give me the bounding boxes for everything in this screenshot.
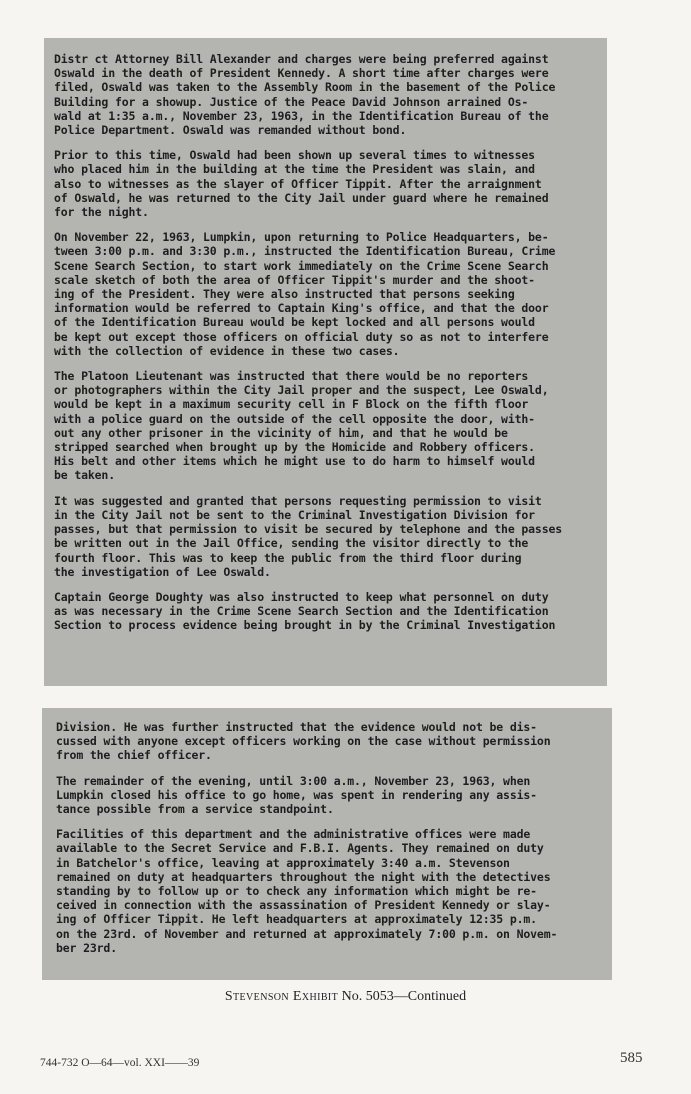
exhibit-suffix: —Continued <box>393 989 467 1004</box>
paragraph-visit-permission: It was suggested and granted that persons requesting permission to visit in the City Jail not be sent to the Criminal Investigation Division for passes, but that permission to visit be secured by telephone and the passes be written out in the Jail Office, sending the visitor directly to the fourth floor. This was to keep the public from the third floor during the investigation of Lee Oswald. <box>54 493 563 579</box>
paragraph-remainder-evening: The remainder of the evening, until 3:00 a.m., November 23, 1963, when Lumpkin closed his office to go home, was spent in rendering any assis- tance possible from a service standpoint. <box>56 773 537 817</box>
exhibit-number: No. 5053 <box>341 989 394 1004</box>
document-panel-top <box>44 38 607 686</box>
paragraph-identification-bureau: On November 22, 1963, Lumpkin, upon returning to Police Headquarters, be- tween 3:00 p.m. and 3:30 p.m., instructed the Identification Bureau, Crime Scene Search Section, to start work immediately on the Crime Scene Search scale sketch of both the area of Officer Tippit's murder and the shoot- ing of the President. They were also instructed that persons seeking information would be referred to Captain King's office, and that the door of the Identification Bureau would be kept locked and all persons would be kept out except those officers on official duty so as not to interfere with the collection of evidence in these two cases. <box>54 230 556 358</box>
paragraph-witnesses: Prior to this time, Oswald had been shown up several times to witnesses who placed him in the building at the time the President was slain, and also to witnesses as the slayer of Officer Tippit. After the arraignment of Oswald, he was returned to the City Jail under guard where he remained for the night. <box>54 148 549 220</box>
document-panel-bottom <box>42 708 612 980</box>
print-code: 744-732 O—64—vol. XXI——39 <box>40 1057 200 1069</box>
paragraph-arraignment: Distr ct Attorney Bill Alexander and charges were being preferred against Oswald in the death of President Kennedy. A short time after charges were filed, Oswald was taken to the Assembly Room in the basement of the Police Building for a showup. Justice of the Peace David Johnson arrained Os- wald at 1:35 a.m., November 23, 1963, in the Identification Bureau of the Police Department. Oswald was remanded without bond. <box>54 52 556 138</box>
paragraph-facilities: Facilities of this department and the administrative offices were made available to the Secret Service and F.B.I. Agents. They remained on duty in Batchelor's office, leaving at approximately 3:40 a.m. Stevenson remained on duty at headquarters throughout the night with the detectives standing by to follow up or to check any information which might be re- ceived in connection with the assassination of President Kennedy or slay- ing of Officer Tippit. He left headquarters at approximately 12:35 p.m. on the 23rd. of November and returned at approximately 7:00 p.m. on Novem- ber 23rd. <box>56 827 558 955</box>
paragraph-evidence-discussion: Division. He was further instructed that the evidence would not be dis- cussed with anyone except officers working on the case without permission from the chief officer. <box>56 720 551 763</box>
exhibit-caption <box>0 989 691 1005</box>
paragraph-platoon-lieutenant: The Platoon Lieutenant was instructed that there would be no reporters or photographers within the City Jail proper and the suspect, Lee Oswald, would be kept in a maximum security cell in F Block on the fifth floor with a police guard on the outside of the cell opposite the door, with- out any other prisoner in the vicinity of him, and that he would be stripped searched when brought up by the Homicide and Robbery officers. His belt and other items which he might use to do harm to himself would be taken. <box>54 369 549 483</box>
page-number: 585 <box>620 1050 643 1066</box>
exhibit-name: Stevenson Exhibit <box>224 989 339 1004</box>
paragraph-captain-doughty: Captain George Doughty was also instructed to keep what personnel on duty as was necessary in the Crime Scene Search Section and the Identification Section to process evidence being brought in by the Criminal Investigation <box>54 589 556 633</box>
